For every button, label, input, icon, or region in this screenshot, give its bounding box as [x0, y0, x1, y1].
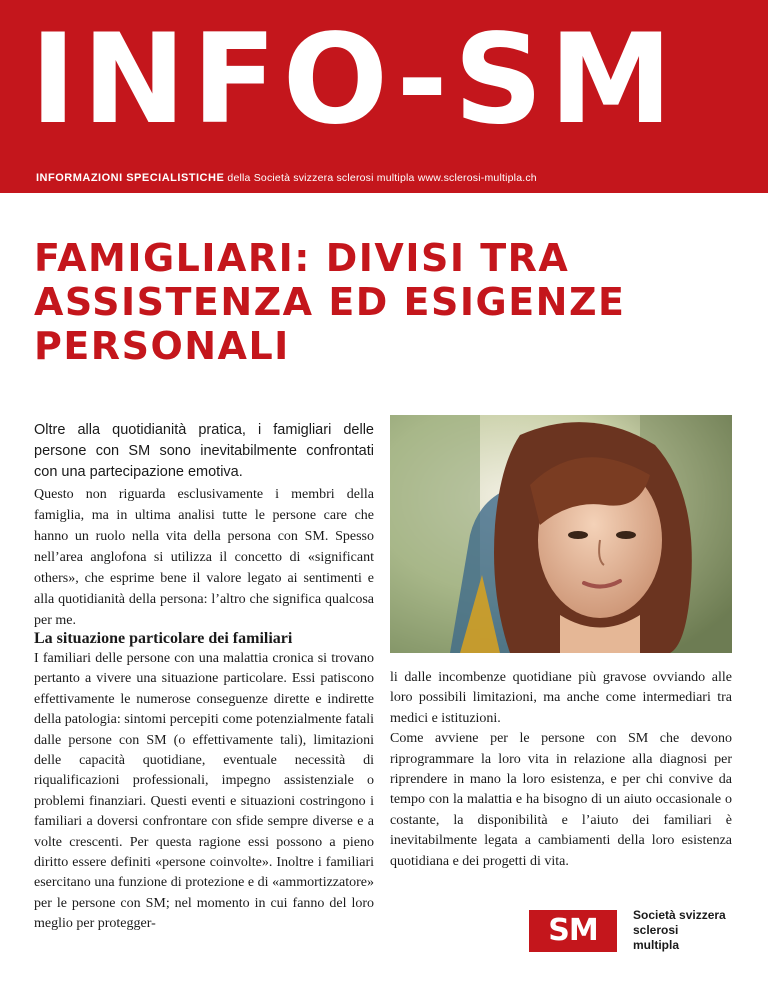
sm-logo-mark: SM	[548, 913, 598, 948]
masthead-title: INFO-SM	[30, 8, 679, 152]
section-text-right	[390, 668, 732, 872]
section-text-right-part2: Come avviene per le persone con SM che devono riprogrammare la loro vita in relazione alla diagnosi per riprendere in mano la loro esistenza, e per chi convive da tempo con la malattia e ha bisogno di un aiuto occasionale o costante, la disponibilità e l’aiuto dei familiari è inevitabilmente legata a cambiamenti della loro esistenza quotidiana e dei progetti di vita.	[390, 731, 732, 869]
subtitle-strong: INFORMAZIONI SPECIALISTICHE	[36, 172, 225, 184]
article-headline: FAMIGLIARI: DIVISI TRA ASSISTENZA ED ESIGENZE PERSONALI	[34, 236, 626, 368]
logo-caption-line-1: Società svizzera	[633, 908, 726, 922]
section-text-left: I familiari delle persone con una malattia cronica si trovano pertanto a vivere una situazione particolare. Essi patiscono effettivamente le numerose conseguenze dirette e indirette della patologia: sintomi percepiti come potenzialmente fatali dalle persone con SM (o effettivamente tali), limitazioni delle capacità quotidiane, eventuale necessità di riqualificazioni professionali, impegno assistenziale o problemi finanziari. Questi eventi e situazioni costringono i familiari a doversi confrontare con sfide sempre diverse e a volte crescenti. Per questa ragione essi possono a pieno diritto essere definiti «persone coinvolte». Inoltre i familiari esercitano una funzione di protezione e di «ammortizzatore» per le persone con SM; nel momento in cui fanno del loro meglio per protegger-	[34, 651, 374, 932]
portrait-illustration	[390, 415, 732, 653]
logo-caption-line-3: multipla	[633, 938, 680, 952]
header-banner	[0, 0, 768, 193]
logo-caption-line-2: sclerosi	[633, 923, 679, 937]
sm-logo-caption	[633, 908, 743, 953]
sm-logo	[529, 910, 617, 952]
article-paragraph-1: Questo non riguarda esclusivamente i membri della famiglia, ma in ultima analisi tutte le persone care che hanno un ruolo nella vita della persona con SM. Spesso nell’area anglofona si utilizza il concetto di «significant others», che esprime bene il valore legato ai sentimenti e alla quotidianità della persona: l’altro che significa qualcosa per me.	[34, 487, 374, 628]
portrait-photo	[390, 415, 732, 653]
website-link[interactable]: www.sclerosi-multipla.ch	[417, 172, 537, 184]
section-text-right-part1: li dalle incombenze quotidiane più gravose ovviando alle loro possibili limitazioni, ma anche come intermediari tra medici e istituzioni.	[390, 670, 732, 726]
article-lead: Oltre alla quotidianità pratica, i famigliari delle persone con SM sono inevitabilmente confrontati con una partecipazione emotiva.	[34, 422, 374, 480]
masthead-subtitle	[36, 172, 537, 184]
subtitle-rest: della Società svizzera sclerosi multipla	[227, 172, 415, 184]
section-heading: La situazione particolare dei familiari	[34, 630, 293, 647]
